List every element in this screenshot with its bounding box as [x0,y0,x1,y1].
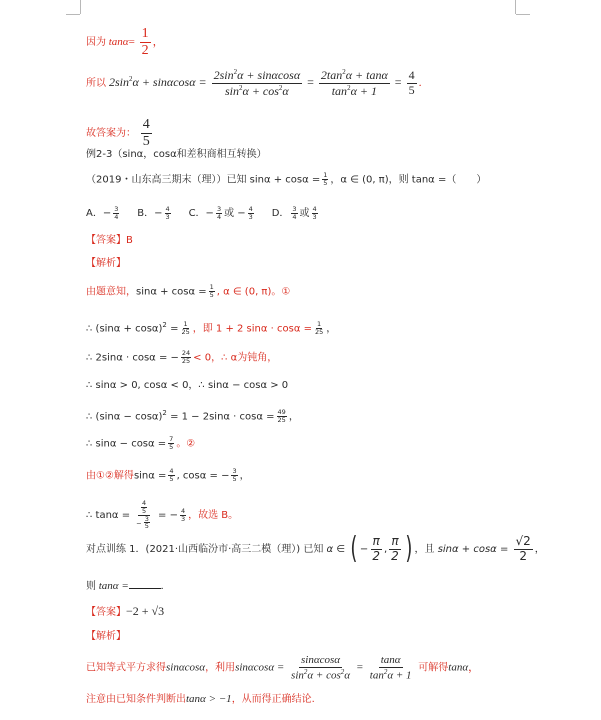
crop-mark-top-left-h [66,14,80,15]
practice-answer: 【答案】−2 + √3 [86,604,165,618]
practice-blank: 则 tanα = . [86,580,164,592]
solution-step-2: ∴ $(\sin\alpha + \cos\alpha)^2$ = $\frac{1}{25}$ ，即 1 + 2 sinα · cosα = $\frac{1}{25}$ ， [86,320,337,336]
practice-question: 对点训练 1．(2021·山西临汾市·高三二模（理）) 已知 α ∈ ( − $\frac{\pi}{2}$ , $\frac{\pi}{2}$ ) ，且 sinα + cosα = $\frac{√2}{2}$ ， [86,531,545,566]
line-expression-result: 所以 $2\sin^2\alpha + \sin\alpha\cos\alpha$ = $\frac{2\sin^2\alpha + \sin\alpha\cos\alpha}{\sin^2\alpha + \cos^2\alpha}$ = $\frac{2\tan^2\alpha + \tan\alpha}{\tan^2\alpha + 1}$ = $\frac{4}{5}$ . [86,68,422,98]
example-heading: 例2-3（sinα，cosα和差积商相互转换） [86,149,267,160]
solution-step-4: ∴ sinα > 0, cosα < 0，∴ sinα − cosα > 0 [86,380,289,391]
fraction-tan-form: $\frac{2\tan^2\alpha + \tan\alpha}{\tan^2\alpha + 1}$ [320,68,388,98]
solution-step-5: ∴ $(\sin\alpha - \cos\alpha)^2 = 1 - 2\sin\alpha \cdot \cos\alpha$ = $\frac{49}{25}$ ， [86,408,299,424]
fraction-answer-four-fifths: $\frac{4}{5}$ [142,117,150,150]
solution-step-1: 由题意知，sinα + cosα = $\frac{1}{5}$ , α ∈ (0, π)。① [86,283,291,299]
crop-mark-top-left-v [80,0,81,14]
solution-step-7: 由①②解得sinα = $\frac{4}{5}$ , cosα = − $\frac{3}{5}$ ， [86,467,250,483]
example-question: （2019・山东高三期末（理））已知 sinα + cosα = $\frac{1}{5}$ ，α ∈ (0, π)，则 tanα =（ ） [86,171,487,187]
practice-analysis-line-1: 已知等式平方求得sinαcosα，利用sinαcosα = $\frac{\sin\alpha\cos\alpha}{\sin^2\alpha + \cos^2\alpha}$ = $\frac{\tan\alpha}{\tan^2\alpha + 1}$ 可解得tanα， [86,654,480,682]
practice-analysis-label: 【解析】 [86,631,126,642]
option-b: B．− $\frac{4}{3}$ [137,205,170,221]
option-d: D． $\frac{3}{4}$ 或 $\frac{4}{3}$ [271,205,317,221]
option-c: C．− $\frac{3}{4}$ 或 − $\frac{4}{3}$ [188,205,253,221]
line-answer-summary: 故答案为： $\frac{4}{5}$ [86,117,150,150]
crop-mark-top-right-v [515,0,516,14]
answer-label: 【答案】B [86,235,133,246]
analysis-label: 【解析】 [86,258,126,269]
answer-options [86,206,320,221]
answer-blank [129,578,161,589]
fraction-sin-form: $\frac{2\sin^2\alpha + \sin\alpha\cos\alpha}{\sin^2\alpha + \cos^2\alpha}$ [213,68,301,98]
crop-mark-top-right-h [516,14,530,15]
solution-step-6: ∴ sinα − cosα = $\frac{7}{5}$ 。② [86,435,196,451]
fraction-one-half: $\frac{1}{2}$ [141,26,149,59]
solution-step-8: ∴ tanα = $\frac{4}{5}$ − $\frac{3}{5}$ = − $\frac{4}{3}$ ，故选 B。 [86,499,239,531]
option-a: A．− $\frac{3}{4}$ [86,205,119,221]
line-tan-given: 因为 tanα= $\frac{1}{2}$ ， [86,26,164,59]
practice-analysis-line-2: 注意由已知条件判断出tanα > −1，从而得正确结论. [86,693,315,705]
solution-step-3: ∴ 2sinα · cosα = − $\frac{24}{25}$ < 0，∴ α为钝角， [86,349,278,365]
fraction-four-fifths: $\frac{4}{5}$ [408,68,415,97]
compound-fraction: $\frac{4}{5}$ − $\frac{3}{5}$ [136,499,149,531]
